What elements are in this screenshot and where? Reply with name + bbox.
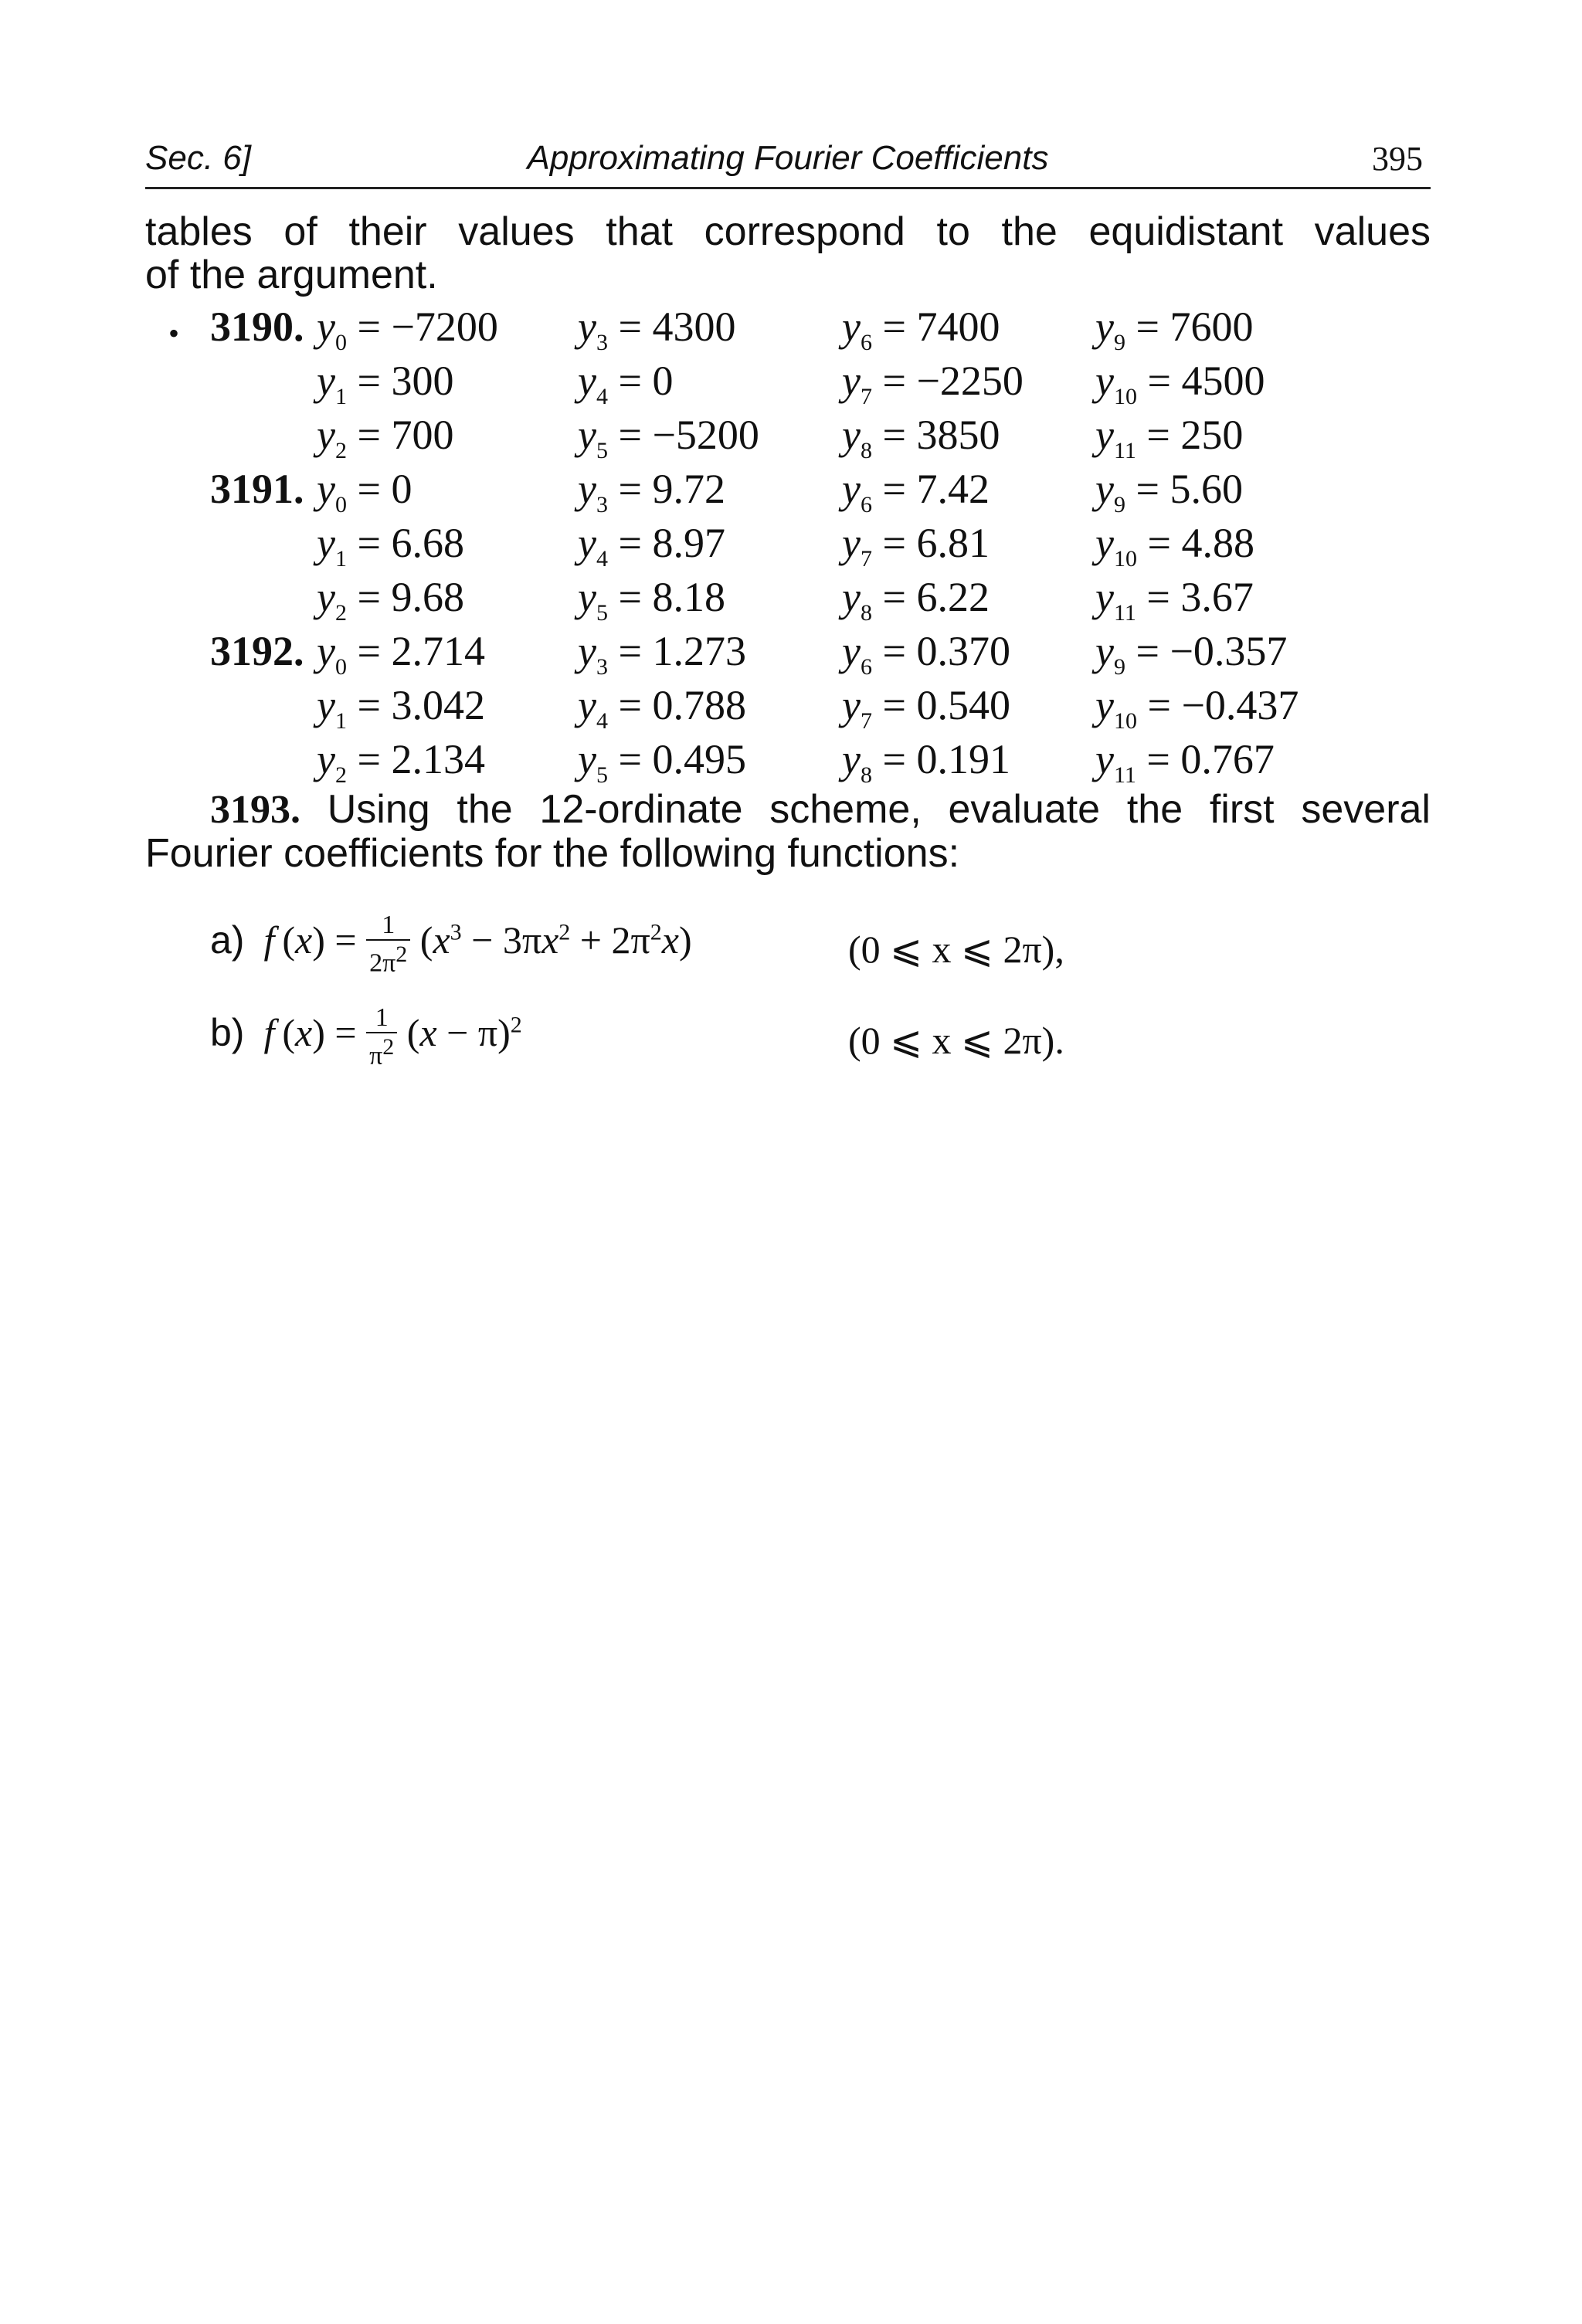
p3192-y4: $y_4 = 0.788$ — [578, 682, 746, 734]
problem-3193-number: 3193. — [210, 788, 300, 832]
header-title: Approximating Fourier Coefficients — [527, 139, 1049, 177]
p3190-y5: $y_5 = -5200$ — [578, 412, 759, 463]
p3191-y7: $y_7 = 6.81$ — [842, 520, 990, 572]
p3192-y11: $y_{11} = 0.767$ — [1095, 736, 1275, 788]
p3191-y9: $y_9 = 5.60$ — [1095, 466, 1243, 517]
formula-a-label: a) — [210, 918, 245, 962]
p3192-y6: $y_6 = 0.370$ — [842, 628, 1010, 680]
p3190-y4: $y_4 = 0$ — [578, 358, 674, 409]
p3191-y2: $y_2 = 9.68$ — [317, 574, 464, 626]
formula-b-domain: (0 ⩽ x ⩽ 2π). — [848, 1019, 1064, 1062]
p3192-y1: $y_1 = 3.042$ — [317, 682, 485, 734]
p3192-y8: $y_8 = 0.191$ — [842, 736, 1010, 788]
p3191-y4: $y_4 = 8.97$ — [578, 520, 725, 572]
p3191-y5: $y_5 = 8.18$ — [578, 574, 725, 626]
p3193-line-1-text: Using the 12-ordinate scheme, evaluate the first several — [327, 787, 1431, 832]
p3190-y3: $y_3 = 4300$ — [578, 304, 736, 355]
p3192-y10: $y_{10} = -0.437$ — [1095, 682, 1299, 734]
p3191-y8: $y_8 = 6.22$ — [842, 574, 990, 626]
p3191-y3: $y_3 = 9.72$ — [578, 466, 725, 517]
formula-a: a) f (x) = $\frac{1}{2\pi^2}$ $(x^3 - 3\pi x^2 + 2\pi^2x)$ — [210, 911, 692, 978]
p3191-y0: $y_0 = 0$ — [317, 466, 412, 517]
p3191-y6: $y_6 = 7.42$ — [842, 466, 990, 517]
problem-3192-number: 3192. — [210, 628, 304, 674]
p3192-y5: $y_5 = 0.495$ — [578, 736, 746, 788]
p3190-y0: $y_0 = -7200$ — [317, 304, 498, 355]
p3191-y11: $y_{11} = 3.67$ — [1095, 574, 1254, 626]
formula-b-fraction: $\frac{1}{\pi^2}$ — [366, 1004, 397, 1070]
problem-3190-number: 3190. — [210, 304, 304, 350]
p3192-y2: $y_2 = 2.134$ — [317, 736, 485, 788]
p3190-y2: $y_2 = 700$ — [317, 412, 454, 463]
p3192-y3: $y_3 = 1.273$ — [578, 628, 746, 680]
problem-3191-number: 3191. — [210, 466, 304, 512]
problem-3193-text — [145, 788, 1431, 875]
page-number: 395 — [1372, 140, 1423, 178]
p3191-y10: $y_{10} = 4.88$ — [1095, 520, 1254, 572]
p3191-y1: $y_1 = 6.68$ — [317, 520, 464, 572]
intro-paragraph — [145, 210, 1431, 297]
running-header — [145, 139, 1431, 189]
formula-a-fraction: $\frac{1}{2\pi^2}$ — [366, 911, 410, 977]
formula-b: b) f (x) = $\frac{1}{\pi^2}$ $(x - \pi)^2$ — [210, 1003, 522, 1070]
p3193-line-1 — [145, 788, 1431, 832]
p3190-y8: $y_8 = 3850$ — [842, 412, 1000, 463]
p3190-y10: $y_{10} = 4500$ — [1095, 358, 1265, 409]
formula-b-label: b) — [210, 1011, 245, 1055]
p3192-y7: $y_7 = 0.540$ — [842, 682, 1010, 734]
p3192-y9: $y_9 = -0.357$ — [1095, 628, 1288, 680]
formula-a-domain: (0 ⩽ x ⩽ 2π), — [848, 928, 1064, 971]
p3193-line-2: Fourier coefficients for the following functions: — [145, 831, 960, 876]
bullet-mark: • — [168, 316, 180, 351]
p3190-y6: $y_6 = 7400$ — [842, 304, 1000, 355]
p3190-y7: $y_7 = -2250$ — [842, 358, 1024, 409]
p3192-y0: $y_0 = 2.714$ — [317, 628, 485, 680]
p3190-y9: $y_9 = 7600$ — [1095, 304, 1254, 355]
p3190-y1: $y_1 = 300$ — [317, 358, 454, 409]
intro-line-1: tables of their values that correspond to the equidistant values — [145, 209, 1431, 254]
section-label: Sec. 6] — [145, 139, 251, 177]
intro-line-2: of the argument. — [145, 253, 438, 297]
p3190-y11: $y_{11} = 250$ — [1095, 412, 1244, 463]
